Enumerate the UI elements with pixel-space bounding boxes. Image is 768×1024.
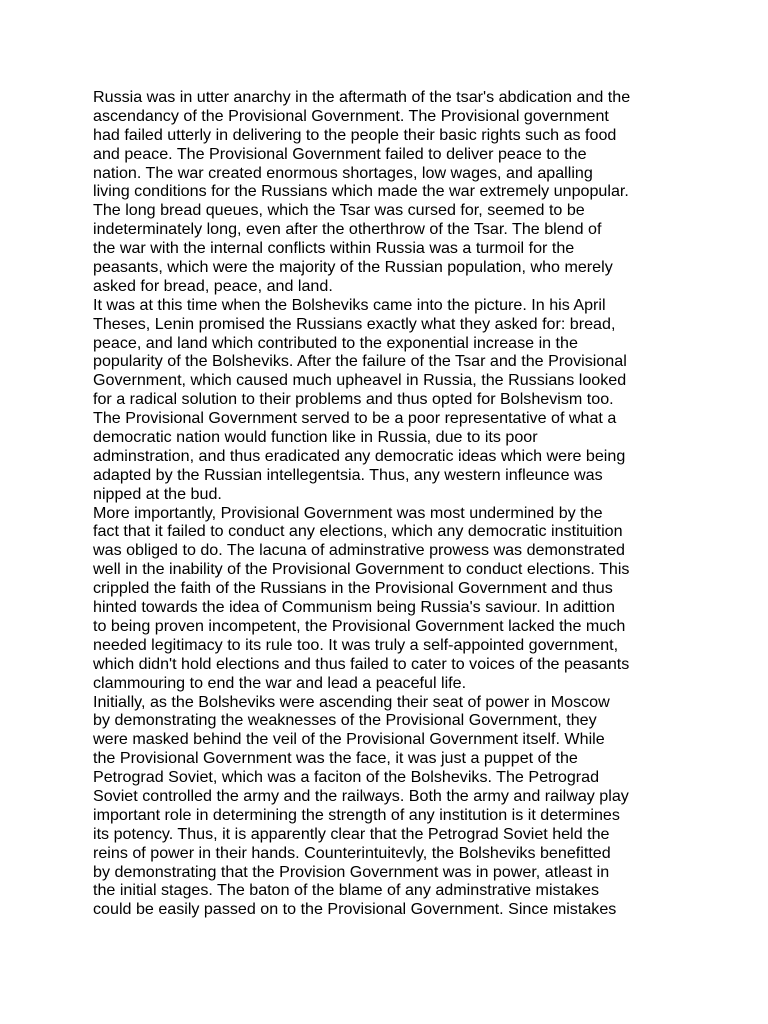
- text-line: and peace. The Provisional Government failed to deliver peace to the: [93, 144, 587, 163]
- text-line: popularity of the Bolsheviks. After the failure of the Tsar and the Provisional: [93, 352, 627, 371]
- text-line: asked for bread, peace, and land.: [93, 276, 333, 295]
- text-line: Russia was in utter anarchy in the aftermath of the tsar's abdication and the: [93, 88, 631, 106]
- text-line: clammouring to end the war and lead a peaceful life.: [93, 673, 467, 692]
- text-line: the Provisional Government was the face, it was just a puppet of the: [93, 749, 578, 768]
- text-line: reins of power in their hands. Counterintuitevly, the Bolsheviks benefitted: [93, 843, 611, 862]
- text-line: The long bread queues, which the Tsar was cursed for, seemed to be: [93, 201, 585, 220]
- text-line: the initial stages. The baton of the blame of any adminstrative mistakes: [93, 881, 600, 900]
- text-line: by demonstrating the weaknesses of the Provisional Government, they: [93, 711, 597, 730]
- text-line: fact that it failed to conduct any elections, which any democratic instituition: [93, 522, 623, 541]
- text-line: well in the inability of the Provisional Government to conduct elections. This: [93, 560, 630, 579]
- text-line: Theses, Lenin promised the Russians exactly what they asked for: bread,: [93, 314, 616, 333]
- text-line: nation. The war created enormous shortages, low wages, and apalling: [93, 163, 593, 182]
- text-line: The Provisional Government served to be a poor representative of what a: [93, 409, 617, 428]
- text-line: living conditions for the Russians which made the war extremely unpopular.: [93, 182, 629, 201]
- text-line: It was at this time when the Bolsheviks came into the picture. In his April: [93, 295, 606, 314]
- document-body-text: [93, 88, 693, 919]
- text-line: which didn't hold elections and thus failed to cater to voices of the peasants: [93, 654, 630, 673]
- text-line: Petrograd Soviet, which was a faciton of the Bolsheviks. The Petrograd: [93, 768, 600, 787]
- text-line: had failed utterly in delivering to the people their basic rights such as food: [93, 125, 617, 144]
- text-line: indeterminately long, even after the otherthrow of the Tsar. The blend of: [93, 220, 602, 239]
- text-line: Soviet controlled the army and the railways. Both the army and railway play: [93, 786, 629, 805]
- text-line: was obliged to do. The lacuna of adminstrative prowess was demonstrated: [93, 541, 625, 560]
- text-line: nipped at the bud.: [93, 484, 222, 503]
- text-line: adapted by the Russian intellegentsia. Thus, any western infleunce was: [93, 465, 603, 484]
- text-line: its potency. Thus, it is apparently clear that the Petrograd Soviet held the: [93, 824, 610, 843]
- text-line: needed legitimacy to its rule too. It was truly a self-appointed government,: [93, 635, 619, 654]
- text-line: could be easily passed on to the Provisional Government. Since mistakes: [93, 900, 617, 919]
- text-line: by demonstrating that the Provision Government was in power, atleast in: [93, 862, 610, 881]
- text-line: Initially, as the Bolsheviks were ascending their seat of power in Moscow: [93, 692, 610, 711]
- text-line: hinted towards the idea of Communism being Russia's saviour. In adittion: [93, 598, 615, 617]
- text-line: adminstration, and thus eradicated any democratic ideas which were being: [93, 446, 626, 465]
- text-line: Government, which caused much upheavel in Russia, the Russians looked: [93, 371, 627, 390]
- text-line: were masked behind the veil of the Provisional Government itself. While: [93, 730, 605, 749]
- text-line: peasants, which were the majority of the Russian population, who merely: [93, 258, 613, 277]
- text-line: democratic nation would function like in Russia, due to its poor: [93, 428, 538, 447]
- text-line: the war with the internal conflicts within Russia was a turmoil for the: [93, 239, 575, 258]
- text-line: important role in determining the strength of any institution is it determines: [93, 805, 620, 824]
- text-line: peace, and land which contributed to the exponential increase in the: [93, 333, 578, 352]
- text-line: ascendancy of the Provisional Government. The Provisional government: [93, 106, 609, 125]
- text-line: to being proven incompetent, the Provisional Government lacked the much: [93, 616, 626, 635]
- text-line: crippled the faith of the Russians in the Provisional Government and thus: [93, 579, 613, 598]
- text-line: More importantly, Provisional Government was most undermined by the: [93, 503, 603, 522]
- text-line: for a radical solution to their problems and thus opted for Bolshevism too.: [93, 390, 614, 409]
